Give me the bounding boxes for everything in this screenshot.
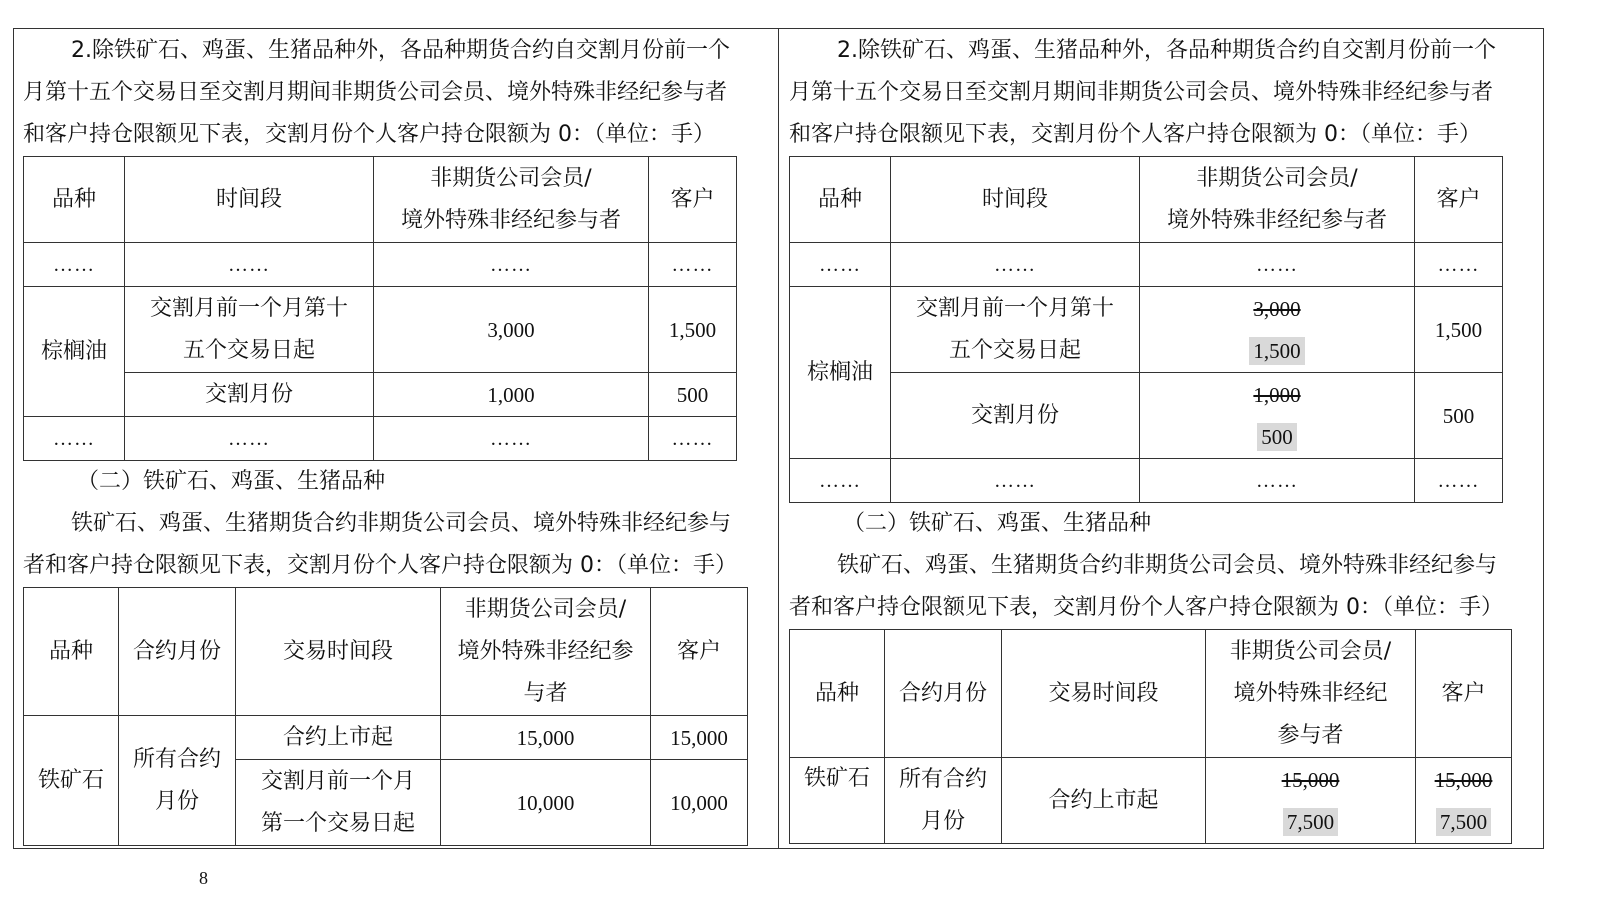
- header-line: 境外特殊非经纪参与者: [1166, 207, 1387, 233]
- cell-line: 五个交易日起: [182, 337, 315, 363]
- client-limit: 15,000: [651, 716, 748, 760]
- paragraph-line: 者和客户持仓限额见下表，交割月份个人客户持仓限额为 0：（单位：手）: [789, 595, 1503, 620]
- client-limit: 1,500: [649, 287, 737, 373]
- page-number: 8: [199, 868, 208, 888]
- ellipsis-cell: ……: [649, 417, 737, 461]
- column-divider: [778, 28, 779, 849]
- period-cell: 交割月份: [891, 373, 1140, 459]
- nonmember-limit: 1,000: [374, 373, 649, 417]
- nonmember-limit-change: [1206, 758, 1416, 844]
- paragraph-line: 铁矿石、鸡蛋、生猪期货合约非期货公司会员、境外特殊非经纪参与: [837, 553, 1498, 578]
- header-period: 时间段: [125, 157, 374, 243]
- iron-ore-limit-table-revised: [789, 629, 1512, 844]
- ellipsis-cell: ……: [891, 243, 1140, 287]
- period-cell: [236, 760, 441, 846]
- client-limit-change: [1416, 758, 1512, 844]
- paragraph-line: 和客户持仓限额见下表，交割月份个人客户持仓限额为 0：（单位：手）: [789, 122, 1481, 147]
- deleted-value: 15,000: [1281, 767, 1340, 792]
- ellipsis-cell: ……: [24, 417, 125, 461]
- header-line: 与者: [523, 680, 568, 706]
- deleted-value: 3,000: [1253, 296, 1301, 321]
- deleted-value: 1,000: [1253, 382, 1301, 407]
- iron-ore-limit-table: [23, 587, 748, 846]
- ellipsis-cell: ……: [24, 243, 125, 287]
- variety-cell: 棕榈油: [790, 287, 891, 459]
- ellipsis-cell: ……: [125, 243, 374, 287]
- header-line: 境外特殊非经纪: [1233, 680, 1388, 706]
- ellipsis-cell: ……: [1415, 243, 1503, 287]
- ellipsis-cell: ……: [1140, 243, 1415, 287]
- client-limit: 10,000: [651, 760, 748, 846]
- client-limit: 500: [1415, 373, 1503, 459]
- header-line: 境外特殊非经纪参与者: [400, 207, 621, 233]
- section-heading: （二）铁矿石、鸡蛋、生猪品种: [843, 511, 1152, 536]
- paragraph-line: 月第十五个交易日至交割月期间非期货公司会员、境外特殊非经纪参与者: [23, 80, 728, 105]
- header-line: 境外特殊非经纪参: [457, 638, 634, 664]
- header-trading-period: 交易时间段: [236, 588, 441, 716]
- original-column: [23, 30, 773, 846]
- header-line: 非期货公司会员/: [464, 596, 627, 622]
- inserted-value: 1,500: [1249, 337, 1304, 365]
- nonmember-limit-change: [1140, 373, 1415, 459]
- nonmember-limit: 3,000: [374, 287, 649, 373]
- header-nonmember: [441, 588, 651, 716]
- header-client: 客户: [1416, 630, 1512, 758]
- header-client: 客户: [649, 157, 737, 243]
- header-contract-month: 合约月份: [119, 588, 236, 716]
- ellipsis-cell: ……: [649, 243, 737, 287]
- header-line: 非期货公司会员/: [1196, 165, 1358, 191]
- variety-cell: 铁矿石: [790, 758, 885, 844]
- ellipsis-cell: ……: [891, 459, 1140, 503]
- cell-line: 五个交易日起: [948, 337, 1081, 363]
- ellipsis-cell: ……: [1140, 459, 1415, 503]
- ellipsis-cell: ……: [125, 417, 374, 461]
- cell-line: 交割月前一个月第十: [915, 295, 1114, 321]
- variety-cell: 铁矿石: [24, 716, 119, 846]
- header-client: 客户: [1415, 157, 1503, 243]
- section-heading: （二）铁矿石、鸡蛋、生猪品种: [77, 469, 386, 494]
- variety-cell: 棕榈油: [24, 287, 125, 417]
- revised-column: [789, 30, 1539, 844]
- inserted-value: 7,500: [1436, 808, 1491, 836]
- header-contract-month: 合约月份: [885, 630, 1002, 758]
- period-cell: 合约上市起: [1002, 758, 1206, 844]
- client-limit: 1,500: [1415, 287, 1503, 373]
- header-nonmember: [1140, 157, 1415, 243]
- ellipsis-cell: ……: [374, 417, 649, 461]
- header-line: 非期货公司会员/: [1229, 638, 1392, 664]
- cell-line: 月份: [920, 808, 965, 834]
- paragraph-line: 2.除铁矿石、鸡蛋、生猪品种外，各品种期货合约自交割月份前一个: [837, 38, 1496, 63]
- cell-line: 第一个交易日起: [260, 810, 415, 836]
- ellipsis-cell: ……: [374, 243, 649, 287]
- contract-month-cell: [119, 716, 236, 846]
- header-nonmember: [374, 157, 649, 243]
- header-nonmember: [1206, 630, 1416, 758]
- nonmember-limit: 15,000: [441, 716, 651, 760]
- paragraph-line: 铁矿石、鸡蛋、生猪期货合约非期货公司会员、境外特殊非经纪参与: [71, 511, 732, 536]
- palm-oil-limit-table: [23, 156, 737, 461]
- header-line: 参与者: [1277, 722, 1344, 748]
- cell-line: 月份: [154, 788, 199, 814]
- header-client: 客户: [651, 588, 748, 716]
- period-cell: [125, 287, 374, 373]
- inserted-value: 500: [1257, 423, 1297, 451]
- header-variety: 品种: [790, 630, 885, 758]
- header-period: 时间段: [891, 157, 1140, 243]
- paragraph-line: 月第十五个交易日至交割月期间非期货公司会员、境外特殊非经纪参与者: [789, 80, 1494, 105]
- cell-line: 所有合约: [898, 766, 987, 792]
- ellipsis-cell: ……: [1415, 459, 1503, 503]
- inserted-value: 7,500: [1283, 808, 1338, 836]
- header-line: 非期货公司会员/: [430, 165, 592, 191]
- client-limit: 500: [649, 373, 737, 417]
- cell-line: 所有合约: [132, 746, 221, 772]
- period-cell: 交割月份: [125, 373, 374, 417]
- paragraph-line: 和客户持仓限额见下表，交割月份个人客户持仓限额为 0：（单位：手）: [23, 122, 715, 147]
- paragraph-line: 2.除铁矿石、鸡蛋、生猪品种外，各品种期货合约自交割月份前一个: [71, 38, 730, 63]
- contract-month-cell: [885, 758, 1002, 844]
- header-variety: 品种: [24, 588, 119, 716]
- cell-line: 交割月前一个月第十: [149, 295, 348, 321]
- period-cell: 合约上市起: [236, 716, 441, 760]
- nonmember-limit-change: [1140, 287, 1415, 373]
- cell-line: 交割月前一个月: [260, 768, 415, 794]
- ellipsis-cell: ……: [790, 459, 891, 503]
- ellipsis-cell: ……: [790, 243, 891, 287]
- nonmember-limit: 10,000: [441, 760, 651, 846]
- palm-oil-limit-table-revised: [789, 156, 1503, 503]
- header-trading-period: 交易时间段: [1002, 630, 1206, 758]
- paragraph-line: 者和客户持仓限额见下表，交割月份个人客户持仓限额为 0：（单位：手）: [23, 553, 737, 578]
- deleted-value: 15,000: [1434, 767, 1493, 792]
- header-variety: 品种: [790, 157, 891, 243]
- period-cell: [891, 287, 1140, 373]
- header-variety: 品种: [24, 157, 125, 243]
